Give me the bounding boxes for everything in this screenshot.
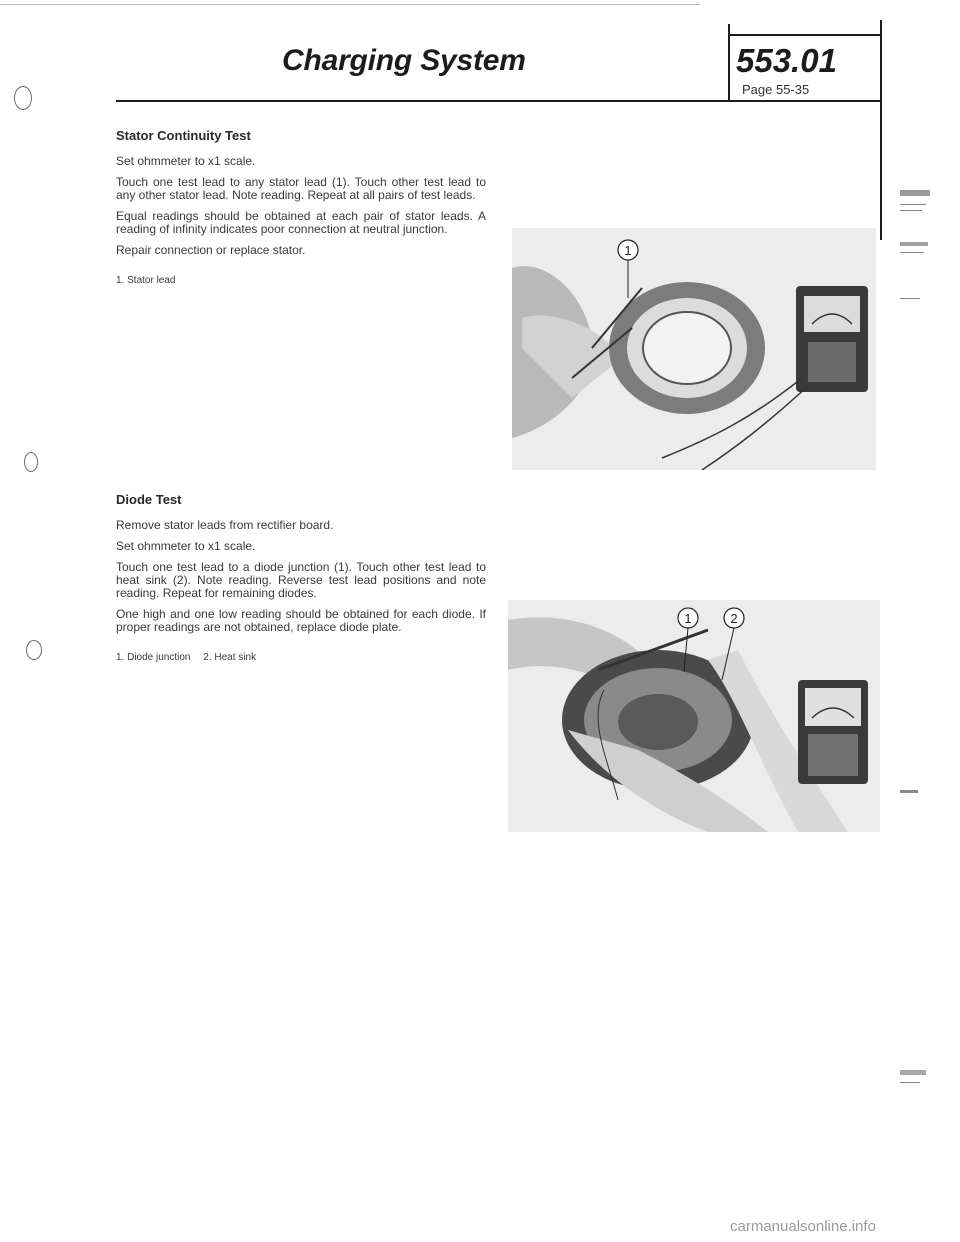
stator-continuity-section (116, 128, 486, 286)
binder-hole-mark (26, 640, 42, 660)
paragraph: Touch one test lead to a diode junction (1). Touch other test lead to heat sink (2). Note reading. Reverse test lead positions and note reading. Repeat for remaining diodes. (116, 560, 486, 600)
stator-test-illustration (512, 228, 876, 470)
paragraph: Touch one test lead to any stator lead (1). Touch other test lead to any other stator lead. Note reading. Repeat at all pairs of test leads. (116, 175, 486, 202)
binder-hole-mark (14, 86, 32, 110)
binder-hole-mark (24, 452, 38, 472)
page-title: Charging System (282, 44, 526, 77)
site-watermark: carmanualsonline.info (730, 1218, 876, 1235)
callout-number: 2 (730, 611, 738, 626)
section-code: 553.01 (736, 42, 837, 79)
section-heading: Stator Continuity Test (116, 128, 251, 143)
stator-test-photo (512, 228, 876, 470)
paragraph: Repair connection or replace stator. (116, 243, 306, 257)
figure-caption (116, 275, 486, 286)
paragraph: Equal readings should be obtained at each pair of stator leads. A reading of infinity indicates poor connection at neutral junction. (116, 209, 486, 236)
code-box-top-rule (728, 34, 880, 36)
paragraph: One high and one low reading should be obtained for each diode. If proper readings are not obtained, replace diode plate. (116, 607, 486, 634)
callout-number: 1 (684, 611, 692, 626)
caption-item: 1. Stator lead (116, 275, 176, 286)
paragraph: Set ohmmeter to x1 scale. (116, 539, 256, 553)
diode-test-section (116, 492, 486, 663)
caption-item: 1. Diode junction (116, 652, 191, 663)
right-border-rule (880, 20, 882, 240)
caption-item: 2. Heat sink (203, 652, 257, 663)
callout-number: 1 (624, 243, 632, 258)
section-heading: Diode Test (116, 492, 182, 507)
scan-top-edge (0, 4, 700, 5)
figure-caption (116, 652, 486, 663)
header-rule (116, 100, 880, 102)
diode-test-illustration (508, 600, 880, 832)
scan-edge-artifacts (900, 170, 940, 1170)
diode-test-photo (508, 600, 880, 832)
paragraph: Remove stator leads from rectifier board. (116, 518, 334, 532)
paragraph: Set ohmmeter to x1 scale. (116, 154, 256, 168)
page-number: Page 55-35 (742, 82, 810, 97)
